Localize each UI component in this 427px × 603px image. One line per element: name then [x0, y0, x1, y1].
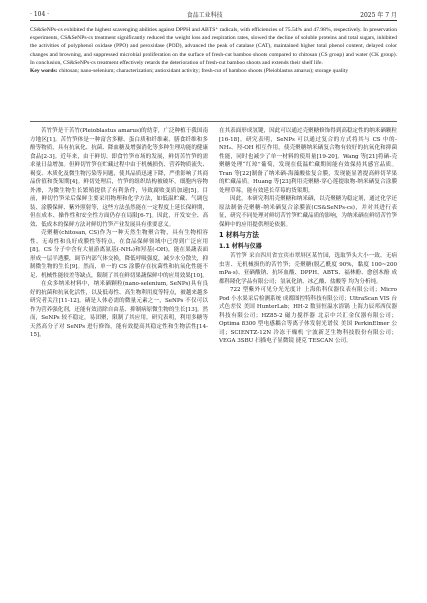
- keywords-text: chitosan; nano-selenium; characterization; antioxidant activity; fresh-cut of bamboo shoots (Pleioblastus amarus); storage quality: [58, 68, 349, 75]
- left-column: [30, 127, 208, 587]
- subsection-heading-materials: 1.1 材料与仪器: [219, 243, 262, 250]
- intro-paragraph-1: 苦竹笋是干苦竹(Pleioblastus amarus)的幼芽，广泛种植于我国南方地区[1]。苦竹笋体是一种富含多糖、蛋白质和纤维素、膳食纤维和多酚等物质，具有抗氧化、抗菌、降血糖及增强消化等多种生理功能的健康食品[2-3]。近年来，由于鲜切、即食竹笋市场的发展，鲜切苦竹笋的需求量日益增加。但鲜切竹笋在贮藏过程中由于机械损伤、营养物质流失、褐变、木质化及微生物污染等问题，使其品质迅速下降，严重影响了其商品价值和货架期[4]。鲜切处理后，竹笋的组织结构被破坏，细胞内容物外渗，为微生物生长繁殖提供了有利条件，导致腐败变质加速[5]。目前，鲜切竹笋采后保鲜主要采用物理和化学方法，如低温贮藏、气调包装、涂膜保鲜、紫外照射等，这些方法虽然能在一定程度上延长保鲜期，但在成本、操作性和安全性方面仍存在局限[6-7]。因此，开发安全、高效、低成本的保鲜方法对鲜切竹笋产业发展具有重要意义。: [30, 128, 208, 228]
- intro-paragraph-4: 在其表面形成氢键，因此可以通过壳聚糖修饰得到高稳定性的纳米硒颗粒[16-18]。研究表明，SeNPs 可以通过复合的方式将其与 CS 中的-NH₂、羟-OH 相互作用，使壳聚糖纳米硒复合物有较好的抗氧化和抑菌性能，同时也减少了单一材料的使用量[19-20]。Wang 等[21]将硒-壳聚糖处理“红琼”葡萄，发现在低温贮藏期间能有效保持其感官品质。Tran 等[22]制备了纳米硒-海藻酸盐复合膜，发现能显著提高鲜切苹果的贮藏品质。Huang 等[23]利用壳聚糖-穿心莲提取物-纳米硒复合涂膜处理草莓，能有效延长草莓的货架期。: [219, 128, 397, 194]
- intro-paragraph-5: 因此，本研究利用壳聚糖和纳米硒，以壳聚糖为稳定剂，通过化学还原法制备壳聚糖-纳米硒复合涂膜液(CS&SeNPs-cs)，并对其进行表征，研究不同处理对鲜切苦竹笋贮藏品质的影响，为纳米硒在鲜切苦竹笋保鲜中的应用提供理论依据。: [219, 196, 397, 228]
- instruments-paragraph: 722 型紫外可见分光光度计 上海佑科仪器仪表有限公司；Micro Pod 小水果采后检测系统 成都图控特科技有限公司；UltraScan VIS 台式色差仪 美国 HunterLab；HH-2 数显恒温水浴锅 上海力辰邦西仪器科技有限公司；HZ85-2 磁力搅拌器 北京中兴汇金仪器有限公司；Optima 8300 型电感耦合等离子体发射光谱仪 美国 PerkinElmer 公司；SCIENTZ-12N 冷冻干燥机 宁波新芝生物科技股份有限公司；VEGA 3SBU 扫描电子显微镜 捷克 TESCAN 公司。: [219, 287, 397, 344]
- keywords-line: [30, 67, 397, 75]
- right-column: [219, 127, 397, 587]
- page-number: · 104 ·: [30, 10, 50, 18]
- abstract-text: CS&SeNPs-cs exhibited the highest scavenging abilities against DPPH and ABTS⁺ radicals, with efficiencies of 75.54% and 47.98%, respectively. In preservation experiments, CS&SeNPs-cs treatment significantly reduced the weight loss and respiration rates, slowed the decline of soluble proteins and total sugars, inhibited the activities of polyphenol oxidase (PPO) and peroxidase (POD), advanced the peak of catalase (CAT), maintained higher total phenol content, delayed color changes and browning, and suppressed microbial proliferation on the surface of fresh-cut bamboo shoots compared to chitosan (CS group) and water (CK group). In conclusion, CS&SeNPs-cs treatment effectively retards the deterioration of fresh-cut bamboo shoots and extends their shelf life.: [30, 27, 397, 66]
- english-abstract: [30, 26, 397, 75]
- materials-paragraph: 苦竹笋 采自四川省宜宾市翠屏区某竹园，选取笋头大小一致、无病虫害、无机械损伤的苦竹笋；壳聚糖(脱乙酰度 90%，黏度 100~200 mPa·s)、亚硒酸钠、抗坏血酸、DPPH、ABTS、福林酚、愈创木酚 成都科隆化学品有限公司；氢氧化钠、冰乙酸、盐酸等 均为分析纯。: [219, 253, 397, 285]
- running-header: [30, 8, 397, 21]
- intro-paragraph-2: 壳聚糖(chitosan, CS)作为一种天然生物聚合物，具有生物相容性、无毒性和良好成膜性等特点，在食品保鲜领域中已得到广泛应用[8]。CS 分子中含有大量游离氨基(-NH₂)和羟基(-OH)，能在果蔬表面形成一层半透膜，调节内部气体交换，降低呼吸强度，减少水分散失，抑制微生物的生长[9]。然而，单一的 CS 涂膜存在抗菌性和抗氧化性能不足、机械性能较差等缺点，限制了其在鲜切果蔬保鲜中的应用效果[10]。: [30, 230, 208, 279]
- intro-paragraph-3: 在众多纳米材料中，纳米硒颗粒(nano-selenium, SeNPs)具有良好的抗菌和抗氧化活性，以及低毒性、高生物利用度等特点，被越来越多研究者关注[11-12]。硒是人体必需的微量元素之一，SeNPs 不仅可以作为营养强化剂，还能有效清除自由基、抑制病原微生物的生长[13]。然而，SeNPs 较不稳定，易团聚，限制了其应用。研究表明，利用多糖等天然高分子对 SeNPs 进行修饰，能有效提高其稳定性和生物活性[14-15]。: [30, 281, 208, 338]
- section-heading-materials-methods: 1 材料与方法: [219, 231, 259, 239]
- journal-name: 食品工业科技: [186, 11, 223, 19]
- keywords-label: Key words:: [30, 68, 58, 75]
- issue-date: 2025 年 7 月: [360, 11, 397, 19]
- abstract-divider: [30, 121, 397, 122]
